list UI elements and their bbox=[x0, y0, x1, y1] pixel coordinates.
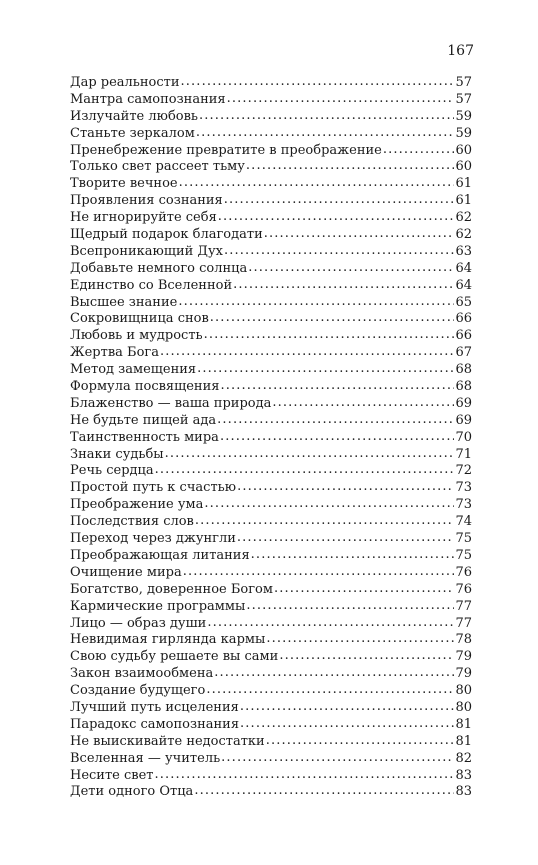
toc-entry-page: 79 bbox=[455, 666, 472, 682]
toc-entry bbox=[70, 109, 472, 126]
toc-entry-page: 61 bbox=[455, 193, 472, 209]
toc-entry-page: 76 bbox=[455, 564, 472, 580]
toc-entry-title: Последствия слов bbox=[70, 514, 194, 530]
dot-leader bbox=[183, 564, 455, 581]
dot-leader bbox=[217, 412, 454, 429]
toc-entry-title: Невидимая гирлянда кармы bbox=[70, 632, 266, 648]
toc-entry bbox=[70, 666, 472, 683]
dot-leader bbox=[204, 327, 455, 344]
toc-entry bbox=[70, 295, 472, 312]
toc-entry-title: Излучайте любовь bbox=[70, 108, 198, 124]
dot-leader bbox=[178, 294, 454, 311]
toc-entry bbox=[70, 92, 472, 109]
toc-entry bbox=[70, 159, 472, 176]
dot-leader bbox=[204, 496, 454, 513]
toc-entry-page: 59 bbox=[455, 125, 472, 141]
dot-leader bbox=[181, 74, 455, 91]
toc-entry-title: Формула посвящения bbox=[70, 379, 220, 395]
dot-leader bbox=[179, 175, 455, 192]
dot-leader bbox=[196, 125, 455, 142]
toc-entry-title: Лицо — образ души bbox=[70, 615, 207, 631]
dot-leader bbox=[266, 733, 455, 750]
toc-entry-page: 74 bbox=[455, 514, 472, 530]
toc-entry-title: Творите вечное bbox=[70, 176, 178, 192]
toc-entry-title: Не игнорируйте себя bbox=[70, 210, 217, 226]
toc-entry-title: Только свет рассеет тьму bbox=[70, 159, 245, 175]
toc-entry bbox=[70, 193, 472, 210]
dot-leader bbox=[165, 446, 455, 463]
dot-leader bbox=[227, 91, 455, 108]
toc-entry bbox=[70, 599, 472, 616]
dot-leader bbox=[240, 699, 455, 716]
dot-leader bbox=[233, 277, 454, 294]
dot-leader bbox=[197, 361, 454, 378]
toc-entry-title: Свою судьбу решаете вы сами bbox=[70, 649, 279, 665]
toc-entry-title: Закон взаимообмена bbox=[70, 666, 214, 682]
toc-entry bbox=[70, 632, 472, 649]
toc-entry bbox=[70, 75, 472, 92]
toc-entry-page: 77 bbox=[455, 598, 472, 614]
toc-entry-page: 75 bbox=[455, 531, 472, 547]
dot-leader bbox=[154, 767, 454, 784]
toc-entry-page: 73 bbox=[455, 480, 472, 496]
toc-entry-page: 80 bbox=[455, 699, 472, 715]
toc-entry-page: 64 bbox=[455, 260, 472, 276]
toc-entry bbox=[70, 311, 472, 328]
toc-entry-page: 81 bbox=[455, 716, 472, 732]
toc-entry-page: 57 bbox=[455, 75, 472, 90]
toc-entry bbox=[70, 649, 472, 666]
dot-leader bbox=[240, 716, 454, 733]
dot-leader bbox=[207, 615, 454, 632]
toc-entry-title: Щедрый подарок благодати bbox=[70, 227, 263, 243]
dot-leader bbox=[237, 479, 454, 496]
dot-leader bbox=[194, 783, 454, 800]
toc-entry bbox=[70, 143, 472, 160]
toc-entry bbox=[70, 683, 472, 700]
toc-entry bbox=[70, 700, 472, 717]
toc-entry bbox=[70, 413, 472, 430]
dot-leader bbox=[237, 530, 455, 547]
dot-leader bbox=[224, 243, 454, 260]
dot-leader bbox=[224, 192, 455, 209]
toc-entry-title: Лучший путь исцеления bbox=[70, 699, 239, 715]
toc-entry-title: Станьте зеркалом bbox=[70, 125, 195, 141]
toc-entry bbox=[70, 565, 472, 582]
toc-entry-page: 78 bbox=[455, 632, 472, 648]
toc-entry bbox=[70, 176, 472, 193]
toc-entry-page: 73 bbox=[455, 497, 472, 513]
toc-entry-title: Метод замещения bbox=[70, 362, 197, 378]
toc-entry bbox=[70, 379, 472, 396]
toc-entry bbox=[70, 430, 472, 447]
dot-leader bbox=[220, 378, 454, 395]
dot-leader bbox=[199, 108, 454, 125]
toc-entry-page: 68 bbox=[455, 362, 472, 378]
dot-leader bbox=[210, 310, 455, 327]
dot-leader bbox=[206, 682, 454, 699]
toc-entry-page: 76 bbox=[455, 581, 472, 597]
toc-entry bbox=[70, 227, 472, 244]
toc-entry-page: 67 bbox=[455, 345, 472, 361]
toc-entry-title: Дар реальности bbox=[70, 75, 180, 90]
toc-entry-title: Несите свет bbox=[70, 767, 154, 783]
toc-entry-page: 75 bbox=[455, 547, 472, 563]
toc-entry-title: Создание будущего bbox=[70, 683, 206, 699]
toc-entry bbox=[70, 751, 472, 768]
toc-entry-page: 68 bbox=[455, 379, 472, 395]
toc-entry-page: 60 bbox=[455, 142, 472, 158]
toc-entry-title: Богатство, доверенное Богом bbox=[70, 581, 273, 597]
toc-entry-title: Переход через джунгли bbox=[70, 531, 236, 547]
toc-entry-page: 70 bbox=[455, 429, 472, 445]
toc-entry-title: Знаки судьбы bbox=[70, 446, 164, 462]
toc-entry-title: Очищение мира bbox=[70, 564, 182, 580]
toc-entry-page: 79 bbox=[455, 649, 472, 665]
toc-entry bbox=[70, 548, 472, 565]
toc-entry-page: 61 bbox=[455, 176, 472, 192]
dot-leader bbox=[246, 598, 454, 615]
toc-entry-title: Блаженство — ваша природа bbox=[70, 395, 272, 411]
toc-entry-title: Высшее знание bbox=[70, 294, 178, 310]
dot-leader bbox=[274, 581, 454, 598]
toc-entry bbox=[70, 531, 472, 548]
toc-entry-title: Преображающая литания bbox=[70, 547, 250, 563]
toc-entry-page: 60 bbox=[455, 159, 472, 175]
toc-entry-title: Всепроникающий Дух bbox=[70, 243, 223, 259]
toc-entry-title: Не будьте пищей ада bbox=[70, 412, 217, 428]
toc-entry-title: Жертва Бога bbox=[70, 345, 159, 361]
toc-entry-page: 66 bbox=[455, 328, 472, 344]
toc-entry-title: Единство со Вселенной bbox=[70, 277, 233, 293]
dot-leader bbox=[195, 513, 455, 530]
toc-entry bbox=[70, 126, 472, 143]
dot-leader bbox=[246, 158, 455, 175]
toc-entry-title: Мантра самопознания bbox=[70, 91, 226, 107]
toc-entry-title: Преображение ума bbox=[70, 497, 204, 513]
toc-entry bbox=[70, 717, 472, 734]
dot-leader bbox=[383, 142, 455, 159]
toc-entry-page: 69 bbox=[455, 395, 472, 411]
dot-leader bbox=[220, 429, 455, 446]
toc-entry bbox=[70, 328, 472, 345]
toc-entry bbox=[70, 345, 472, 362]
table-of-contents bbox=[70, 75, 472, 801]
toc-entry bbox=[70, 463, 472, 480]
toc-entry bbox=[70, 396, 472, 413]
page-number: 167 bbox=[447, 43, 474, 59]
toc-entry-title: Пренебрежение превратите в преображение bbox=[70, 142, 382, 158]
dot-leader bbox=[264, 226, 455, 243]
toc-entry bbox=[70, 582, 472, 599]
toc-entry bbox=[70, 784, 472, 801]
toc-entry-title: Не выискивайте недостатки bbox=[70, 733, 265, 749]
toc-entry bbox=[70, 244, 472, 261]
toc-entry-title: Кармические программы bbox=[70, 598, 246, 614]
toc-entry-title: Простой путь к счастью bbox=[70, 480, 237, 496]
toc-entry bbox=[70, 768, 472, 785]
toc-entry-page: 83 bbox=[455, 767, 472, 783]
toc-entry-page: 72 bbox=[455, 463, 472, 479]
toc-entry-page: 83 bbox=[455, 784, 472, 800]
toc-entry bbox=[70, 261, 472, 278]
dot-leader bbox=[214, 665, 454, 682]
toc-entry-page: 63 bbox=[455, 243, 472, 259]
toc-entry-page: 62 bbox=[455, 227, 472, 243]
toc-entry-page: 57 bbox=[455, 91, 472, 107]
toc-entry-title: Сокровищница снов bbox=[70, 311, 209, 327]
toc-entry bbox=[70, 278, 472, 295]
toc-entry-page: 80 bbox=[455, 683, 472, 699]
toc-entry-page: 59 bbox=[455, 108, 472, 124]
toc-entry-page: 81 bbox=[455, 733, 472, 749]
toc-entry-page: 65 bbox=[455, 294, 472, 310]
toc-entry-page: 71 bbox=[455, 446, 472, 462]
toc-entry-page: 77 bbox=[455, 615, 472, 631]
toc-entry-page: 64 bbox=[455, 277, 472, 293]
toc-entry-page: 69 bbox=[455, 412, 472, 428]
toc-entry-title: Проявления сознания bbox=[70, 193, 223, 209]
dot-leader bbox=[218, 209, 455, 226]
toc-entry bbox=[70, 514, 472, 531]
toc-entry bbox=[70, 734, 472, 751]
dot-leader bbox=[221, 750, 454, 767]
toc-entry bbox=[70, 210, 472, 227]
toc-entry-title: Дети одного Отца bbox=[70, 784, 194, 800]
toc-entry bbox=[70, 447, 472, 464]
dot-leader bbox=[266, 631, 454, 648]
toc-entry bbox=[70, 362, 472, 379]
toc-entry-page: 62 bbox=[455, 210, 472, 226]
toc-entry-page: 82 bbox=[455, 750, 472, 766]
toc-entry-title: Речь сердца bbox=[70, 463, 154, 479]
toc-entry-title: Парадокс самопознания bbox=[70, 716, 240, 732]
dot-leader bbox=[279, 648, 454, 665]
toc-entry bbox=[70, 497, 472, 514]
toc-entry bbox=[70, 480, 472, 497]
dot-leader bbox=[160, 344, 454, 361]
toc-entry bbox=[70, 616, 472, 633]
dot-leader bbox=[251, 547, 455, 564]
toc-entry-title: Любовь и мудрость bbox=[70, 328, 203, 344]
toc-entry-title: Вселенная — учитель bbox=[70, 750, 221, 766]
toc-entry-page: 66 bbox=[455, 311, 472, 327]
dot-leader bbox=[272, 395, 454, 412]
dot-leader bbox=[155, 462, 455, 479]
dot-leader bbox=[248, 260, 454, 277]
toc-entry-title: Таинственность мира bbox=[70, 429, 219, 445]
toc-entry-title: Добавьте немного солнца bbox=[70, 260, 248, 276]
